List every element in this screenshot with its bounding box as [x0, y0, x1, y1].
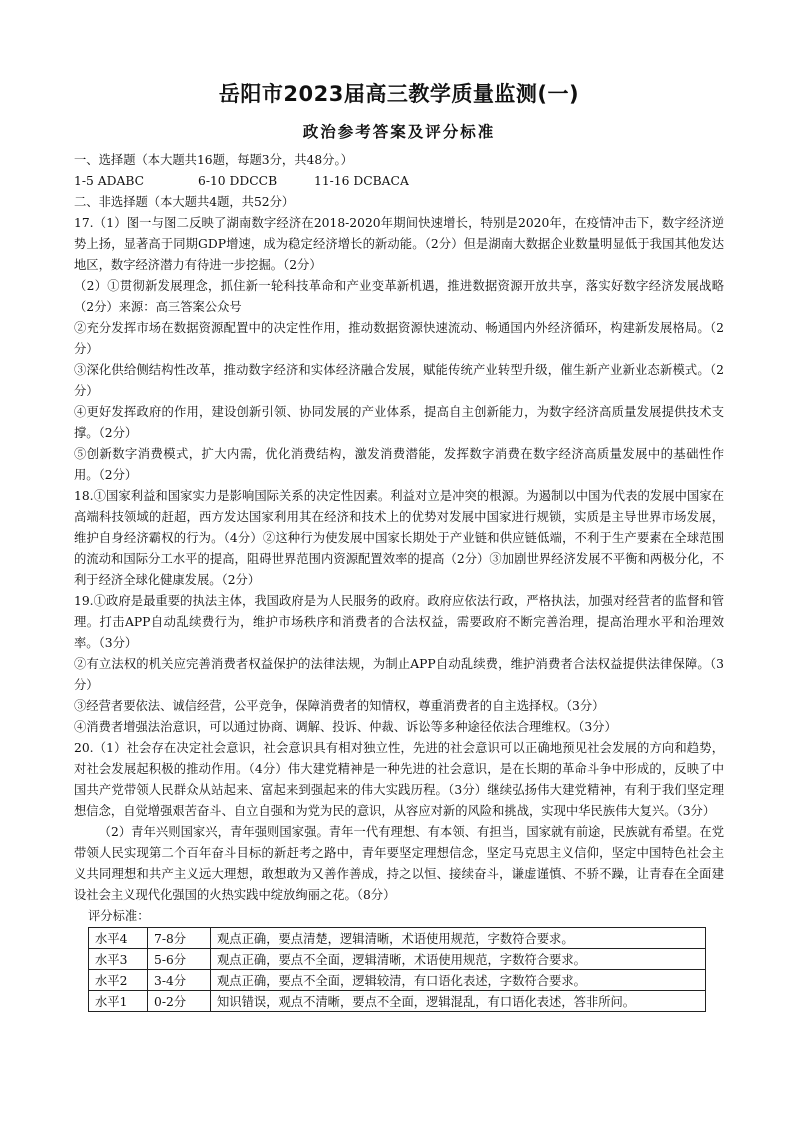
table-row	[89, 991, 706, 1012]
description-cell: 观点正确，要点清楚，逻辑清晰，术语使用规范，字数符合要求。	[211, 928, 706, 949]
page-subtitle: 政治参考答案及评分标准	[302, 122, 496, 141]
q17-part2-point4: ④更好发挥政府的作用，建设创新引领、协同发展的产业体系，提高自主创新能力，为数字经济高质量发展提供技术支撑。（2分）	[74, 405, 724, 440]
q17-part1: 17.（1）图一与图二反映了湖南数字经济在2018-2020年期间快速增长，特别是2020年，在疫情冲击下，数字经济逆势上扬，显著高于同期GDP增速，成为稳定经济增长的新动能。（2分）但是湖南大数据企业数量明显低于我国其他发达地区，数字经济潜力有待进一步挖掘。（2分）	[74, 216, 724, 272]
scoring-table	[88, 927, 706, 1012]
q19-point1: 19.①政府是最重要的执法主体，我国政府是为人民服务的政府。政府应依法行政，严格执法，加强对经营者的监督和管理。打击APP自动乱续费行为，维护市场秩序和消费者的合法权益，需要政府不断完善治理，提高治理水平和治理效率。（3分）	[74, 594, 724, 650]
description-cell: 观点正确，要点不全面，逻辑较清，有口语化表述，字数符合要求。	[211, 970, 706, 991]
q17-part2-point5: ⑤创新数字消费模式，扩大内需，优化消费结构，激发消费潜能，发挥数字消费在数字经济高质量发展中的基础性作用。（2分）	[74, 447, 724, 482]
page-title: 岳阳市2023届高三教学质量监测(一)	[218, 82, 580, 106]
score-cell: 7-8分	[148, 928, 211, 949]
table-row	[89, 928, 706, 949]
q20-part2: （2）青年兴则国家兴，青年强则国家强。青年一代有理想、有本领、有担当，国家就有前途，民族就有希望。在党带领人民实现第二个百年奋斗目标的新赶考之路中，青年要坚定理想信念，坚定马克思主义信仰，坚定中国特色社会主义共同理想和共产主义远大理想，敢想敢为又善作善成，持之以恒、接续奋斗，谦虚谨慎、不骄不躁，让青春在全面建设社会主义现代化强国的火热实践中绽放绚丽之花。（8分）	[74, 825, 724, 902]
section-1-heading: 一、选择题（本大题共16题，每题3分，共48分。）	[74, 153, 353, 167]
scoring-label: 评分标准：	[88, 909, 150, 923]
level-cell: 水平3	[89, 949, 148, 970]
table-row	[89, 970, 706, 991]
table-row	[89, 949, 706, 970]
level-cell: 水平1	[89, 991, 148, 1012]
q19-point3: ③经营者要依法、诚信经营，公平竞争，保障消费者的知情权，尊重消费者的自主选择权。（3分）	[74, 699, 605, 713]
choice-answers	[74, 171, 724, 192]
q17-part2-point3: ③深化供给侧结构性改革，推动数字经济和实体经济融合发展，赋能传统产业转型升级，催生新产业新业态新模式。（2分）	[74, 363, 724, 398]
q17-part2-point2: ②充分发挥市场在数据资源配置中的决定性作用，推动数据资源快速流动、畅通国内外经济循环，构建新发展格局。（2分）	[74, 321, 724, 356]
q17-part2-point1: （2）①贯彻新发展理念，抓住新一轮科技革命和产业变革新机遇，推进数据资源开放共享，落实好数字经济发展战略（2分）来源：高三答案公众号	[74, 279, 724, 314]
answer-group-1: 1-5 ADABC	[74, 174, 145, 188]
description-cell: 观点正确，要点不全面，逻辑清晰，术语使用规范，字数符合要求。	[211, 949, 706, 970]
answer-group-2: 6-10 DDCCB	[198, 174, 278, 188]
q20-part1: 20.（1）社会存在决定社会意识，社会意识具有相对独立性，先进的社会意识可以正确地预见社会发展的方向和趋势，对社会发展起积极的推动作用。（4分）伟大建党精神是一种先进的社会意识，是在长期的革命斗争中形成的，反映了中国共产党带领人民群众从站起来、富起来到强起来的伟大实践历程。（3分）继续弘扬伟大建党精神，有利于我们坚定理想信念，自觉增强艰苦奋斗、自立自强和为党为民的意识，从容应对新的风险和挑战，实现中华民族伟大复兴。（3分）	[74, 741, 724, 818]
q19-point2: ②有立法权的机关应完善消费者权益保护的法律法规，为制止APP自动乱续费，维护消费者合法权益提供法律保障。（3分）	[74, 657, 724, 692]
q18-answer: 18.①国家利益和国家实力是影响国际关系的决定性因素。利益对立是冲突的根源。为遏制以中国为代表的发展中国家在高端科技领域的赶超，西方发达国家利用其在经济和技术上的优势对发展中国家进行规锁，实质是主导世界市场发展，维护自身经济霸权的行为。（4分）②这种行为使发展中国家长期处于产业链和供应链低端，不利于生产要素在全球范围的流动和国际分工水平的提高，阻碍世界范围内资源配置效率的提高（2分）③加剧世界经济发展不平衡和两极分化，不利于经济全球化健康发展。（2分）	[74, 489, 724, 587]
answer-group-3: 11-16 DCBACA	[314, 174, 409, 188]
score-cell: 3-4分	[148, 970, 211, 991]
section-2-heading: 二、非选择题（本大题共4题，共52分）	[74, 195, 295, 209]
score-cell: 5-6分	[148, 949, 211, 970]
description-cell: 知识错误，观点不清晰，要点不全面，逻辑混乱，有口语化表述，答非所问。	[211, 991, 706, 1012]
level-cell: 水平4	[89, 928, 148, 949]
q19-point4: ④消费者增强法治意识，可以通过协商、调解、投诉、仲裁、诉讼等多种途径依法合理维权。（3分）	[74, 720, 617, 734]
level-cell: 水平2	[89, 970, 148, 991]
score-cell: 0-2分	[148, 991, 211, 1012]
